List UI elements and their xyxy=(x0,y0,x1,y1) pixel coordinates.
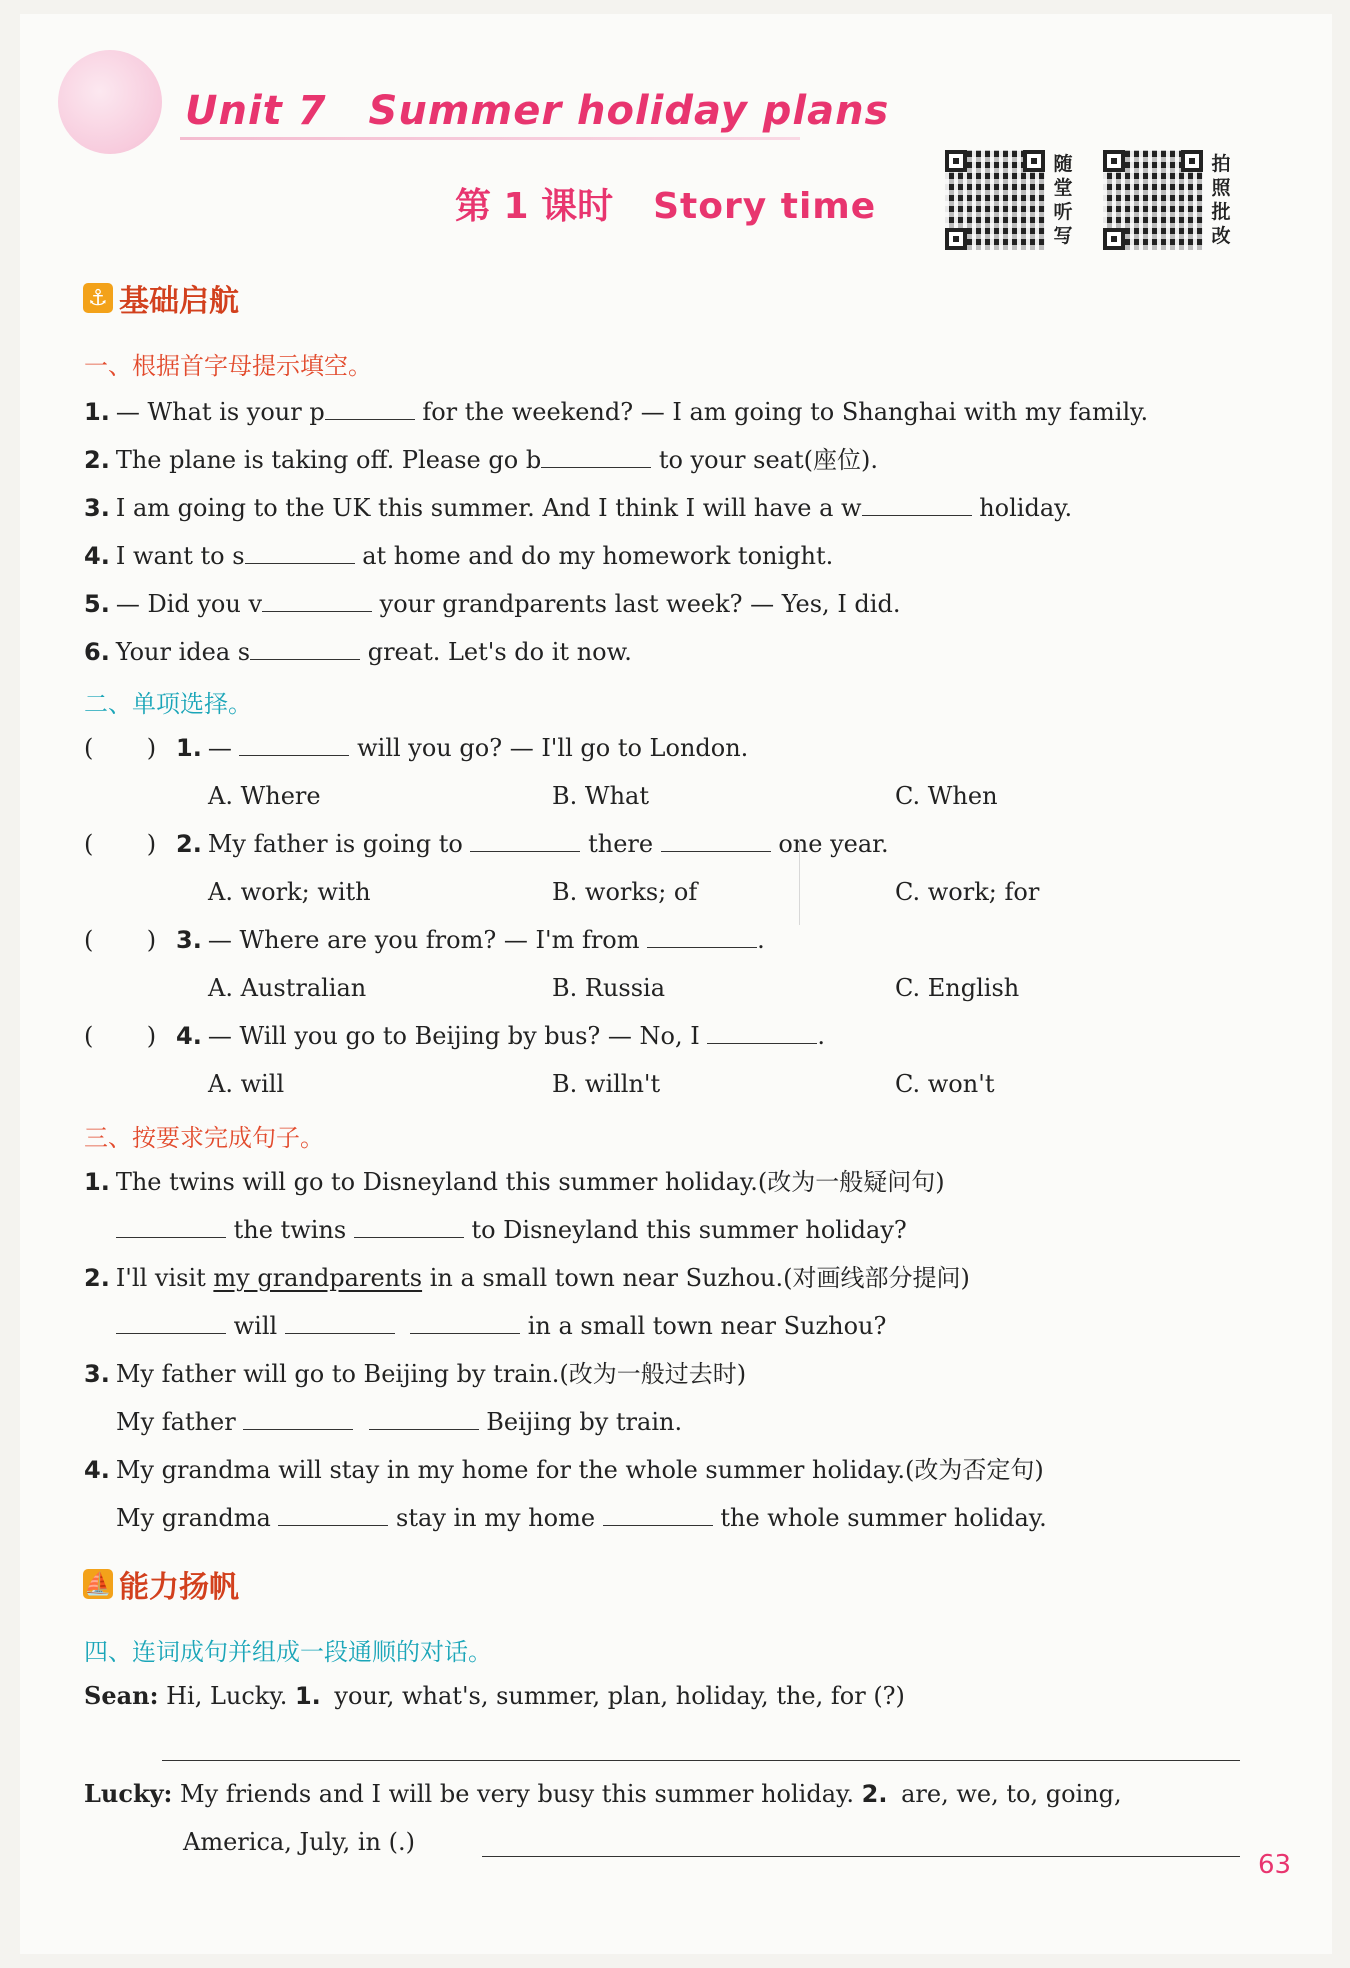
fill-item-3: 3. I am going to the UK this summer. And I think I will have a w holiday. xyxy=(84,494,1073,522)
unit-number: Unit 7 xyxy=(185,88,327,134)
underlined-phrase: my grandparents xyxy=(213,1264,423,1292)
mc1-option-a[interactable]: A. Where xyxy=(208,782,321,810)
dialogue-lucky-cont: America, July, in (.) xyxy=(183,1828,415,1856)
transform-question-2: 2. I'll visit my grandparents in a small town near Suzhou.(对画线部分提问) xyxy=(84,1264,970,1292)
dialogue-sean: Sean: Hi, Lucky. 1. your, what's, summer, plan, holiday, the, for (?) xyxy=(84,1681,905,1710)
transform-answer-2: will in a small town near Suzhou? xyxy=(116,1310,886,1342)
blank[interactable] xyxy=(369,1409,479,1430)
part3-title: 三、按要求完成句子。 xyxy=(84,1124,324,1152)
qr-caption-dictation: 随 堂 听 写 xyxy=(1053,153,1073,247)
blank[interactable] xyxy=(285,1313,395,1334)
lesson-title xyxy=(455,178,876,229)
blank[interactable] xyxy=(410,1313,520,1334)
fold-mark xyxy=(799,840,800,925)
mc2-option-a[interactable]: A. work; with xyxy=(208,878,371,906)
mc-question-3: 3. — Where are you from? — I'm from . xyxy=(176,926,765,954)
decorative-circle xyxy=(58,50,162,154)
qr-code-dictation[interactable] xyxy=(945,150,1045,250)
fill-item-6: 6. Your idea s great. Let's do it now. xyxy=(84,638,632,666)
page-number: 63 xyxy=(1258,1850,1292,1880)
fill-item-1: 1. — What is your p for the weekend? — I am going to Shanghai with my family. xyxy=(84,398,1149,426)
blank[interactable] xyxy=(243,1409,353,1430)
answer-parens[interactable]: ( ) xyxy=(84,734,157,762)
mc4-option-a[interactable]: A. will xyxy=(208,1070,285,1098)
blank[interactable] xyxy=(250,639,360,660)
transform-answer-4: My grandma stay in my home the whole summer holiday. xyxy=(116,1504,1047,1532)
mc1-option-c[interactable]: C. When xyxy=(895,782,998,810)
section-skills-title: 能力扬帆 xyxy=(119,1570,239,1605)
part2-title: 二、单项选择。 xyxy=(84,690,252,718)
speaker-sean: Sean: xyxy=(84,1681,159,1710)
blank[interactable] xyxy=(245,543,355,564)
blank[interactable] xyxy=(116,1313,226,1334)
blank[interactable] xyxy=(262,591,372,612)
mc1-option-b[interactable]: B. What xyxy=(552,782,649,810)
sail-icon: ⛵ xyxy=(83,1569,113,1599)
mc4-option-b[interactable]: B. willn't xyxy=(552,1070,661,1098)
answer-parens[interactable]: ( ) xyxy=(84,1022,157,1050)
mc-question-4: 4. — Will you go to Beijing by bus? — No, I . xyxy=(176,1022,825,1050)
transform-question-3: 3. My father will go to Beijing by train.(改为一般过去时) xyxy=(84,1360,747,1388)
blank[interactable] xyxy=(647,927,757,948)
qr-code-grading[interactable] xyxy=(1103,150,1203,250)
fill-item-2: 2. The plane is taking off. Please go b to your seat(座位). xyxy=(84,446,878,474)
blank[interactable] xyxy=(862,495,972,516)
mc-question-1: 1. — will you go? — I'll go to London. xyxy=(176,734,749,762)
blank[interactable] xyxy=(354,1217,464,1238)
unit-title xyxy=(185,88,889,134)
section-skills xyxy=(83,1562,239,1606)
part4-title: 四、连词成句并组成一段通顺的对话。 xyxy=(84,1638,492,1666)
fill-item-4: 4. I want to s at home and do my homework tonight. xyxy=(84,542,834,570)
blank[interactable] xyxy=(239,735,349,756)
mc4-option-c[interactable]: C. won't xyxy=(895,1070,995,1098)
mc3-option-c[interactable]: C. English xyxy=(895,974,1020,1002)
answer-line-2[interactable] xyxy=(482,1856,1240,1857)
answer-parens[interactable]: ( ) xyxy=(84,830,157,858)
transform-answer-1: the twins to Disneyland this summer holiday? xyxy=(116,1214,907,1246)
title-underline xyxy=(180,137,800,140)
anchor-icon: ⚓ xyxy=(83,283,113,313)
part1-title: 一、根据首字母提示填空。 xyxy=(84,352,372,380)
blank[interactable] xyxy=(603,1505,713,1526)
speaker-lucky: Lucky: xyxy=(84,1779,173,1808)
blank[interactable] xyxy=(116,1217,226,1238)
blank[interactable] xyxy=(325,399,415,420)
blank[interactable] xyxy=(470,831,580,852)
blank[interactable] xyxy=(278,1505,388,1526)
mc3-option-a[interactable]: A. Australian xyxy=(208,974,367,1002)
dialogue-lucky: Lucky: My friends and I will be very busy this summer holiday. 2. are, we, to, going, xyxy=(84,1779,1122,1808)
blank[interactable] xyxy=(661,831,771,852)
answer-parens[interactable]: ( ) xyxy=(84,926,157,954)
lesson-number: 第 1 课时 xyxy=(455,186,614,227)
fill-item-5: 5. — Did you v your grandparents last week? — Yes, I did. xyxy=(84,590,901,618)
transform-answer-3: My father Beijing by train. xyxy=(116,1408,683,1436)
transform-question-4: 4. My grandma will stay in my home for the whole summer holiday.(改为否定句) xyxy=(84,1456,1044,1484)
answer-line-1[interactable] xyxy=(162,1760,1240,1761)
section-basics xyxy=(83,276,239,320)
mc3-option-b[interactable]: B. Russia xyxy=(552,974,666,1002)
qr-caption-grading: 拍 照 批 改 xyxy=(1211,153,1231,247)
mc2-option-b[interactable]: B. works; of xyxy=(552,878,698,906)
lesson-name: Story time xyxy=(653,186,877,227)
unit-name: Summer holiday plans xyxy=(368,88,890,134)
mc2-option-c[interactable]: C. work; for xyxy=(895,878,1040,906)
blank[interactable] xyxy=(707,1023,817,1044)
transform-question-1: 1. The twins will go to Disneyland this summer holiday.(改为一般疑问句) xyxy=(84,1168,945,1196)
section-basics-title: 基础启航 xyxy=(119,284,239,319)
mc-question-2: 2. My father is going to there one year. xyxy=(176,830,889,858)
blank[interactable] xyxy=(541,447,651,468)
